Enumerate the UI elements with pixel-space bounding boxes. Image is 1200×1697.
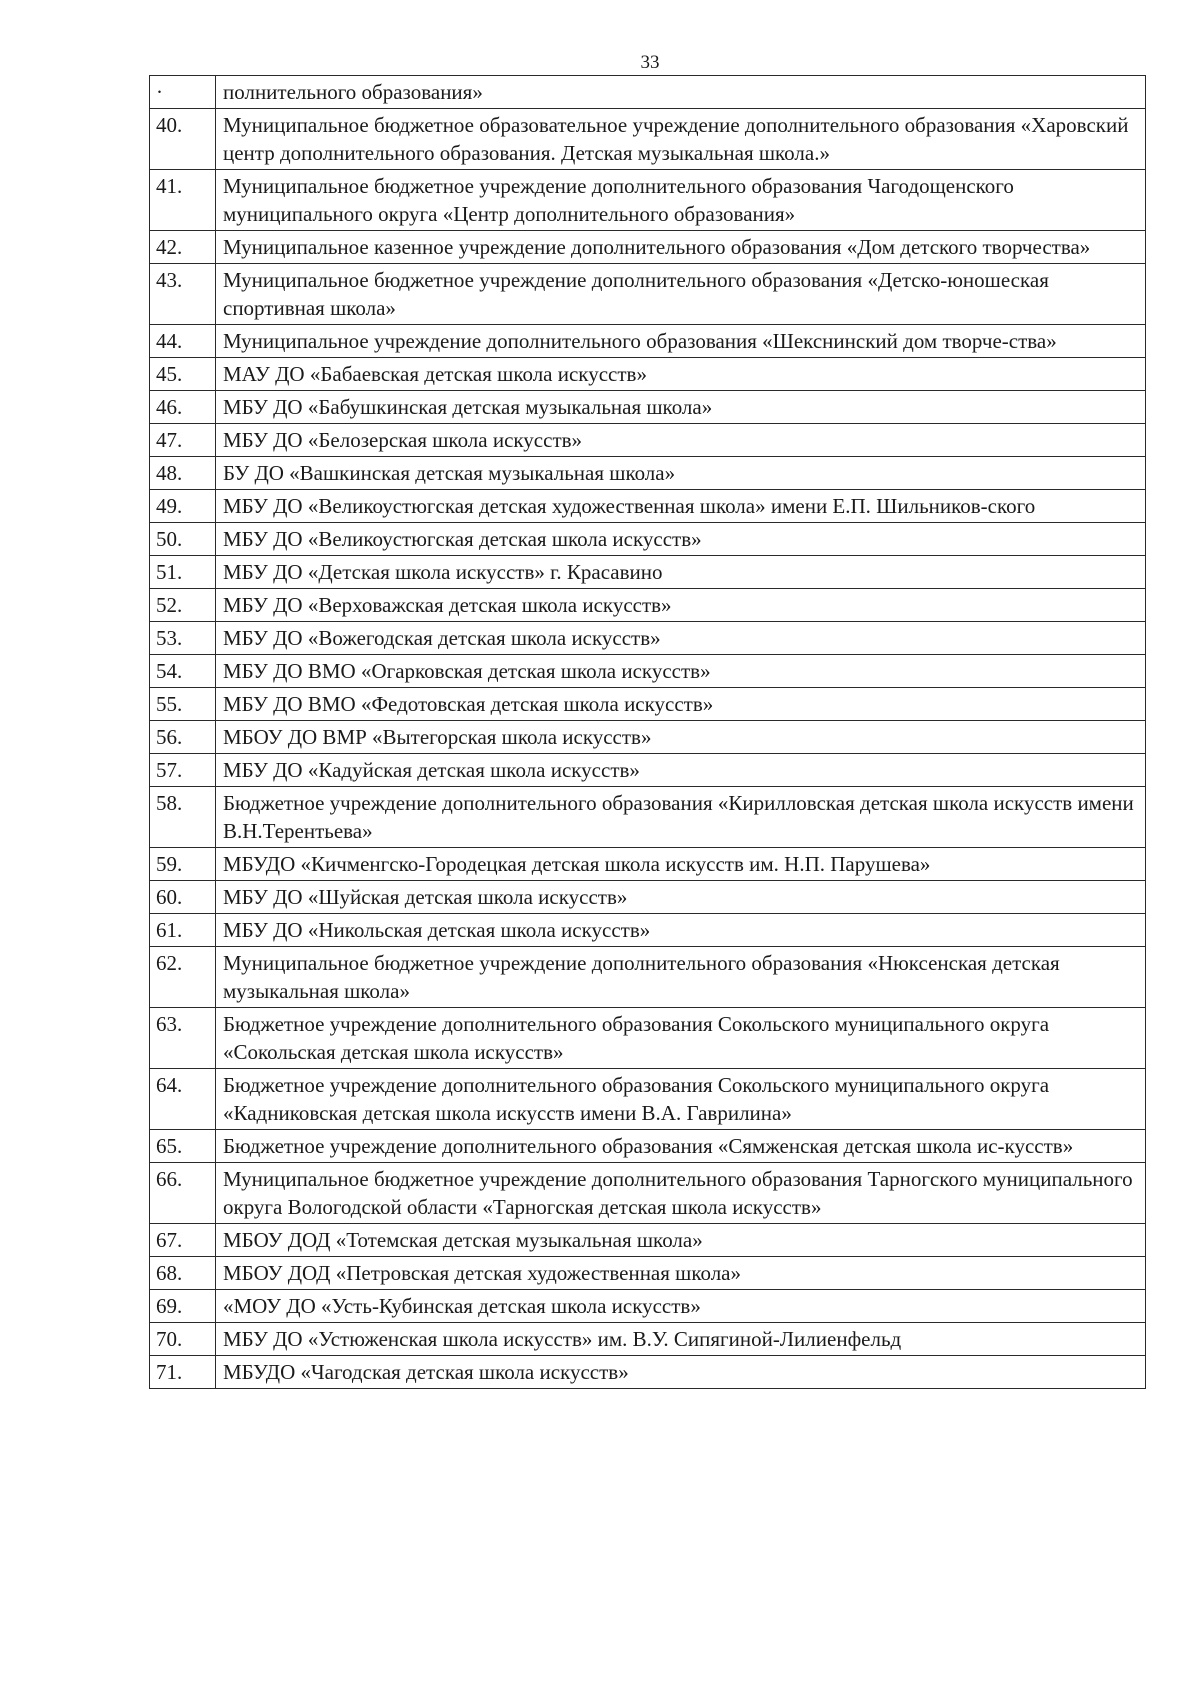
table-row xyxy=(150,622,1146,655)
table-row xyxy=(150,754,1146,787)
institution-name: МБУ ДО «Кадуйская детская школа искусств» xyxy=(216,754,1146,787)
institution-name: МБУДО «Кичменгско-Городецкая детская школа искусств им. Н.П. Парушева» xyxy=(216,848,1146,881)
table-row xyxy=(150,947,1146,1008)
institution-name: «МОУ ДО «Усть-Кубинская детская школа искусств» xyxy=(216,1290,1146,1323)
table-row xyxy=(150,1008,1146,1069)
row-number: 55. xyxy=(150,688,216,721)
institutions-table xyxy=(149,75,1146,1389)
table-row xyxy=(150,170,1146,231)
table-row xyxy=(150,914,1146,947)
institution-name: МБУ ДО «Великоустюгская детская школа искусств» xyxy=(216,523,1146,556)
row-number: 66. xyxy=(150,1163,216,1224)
row-number: · xyxy=(150,76,216,109)
institution-name: Муниципальное бюджетное образовательное учреждение дополнительного образования «Харовский центр дополнительного образования. Детская музыкальная школа.» xyxy=(216,109,1146,170)
institution-name: МБУ ДО ВМО «Огарковская детская школа искусств» xyxy=(216,655,1146,688)
table-row xyxy=(150,76,1146,109)
institution-name: Муниципальное бюджетное учреждение дополнительного образования Чагодощенского муниципального округа «Центр дополнительного образования» xyxy=(216,170,1146,231)
table-row xyxy=(150,1323,1146,1356)
row-number: 59. xyxy=(150,848,216,881)
row-number: 45. xyxy=(150,358,216,391)
row-number: 69. xyxy=(150,1290,216,1323)
row-number: 47. xyxy=(150,424,216,457)
table-row xyxy=(150,1163,1146,1224)
row-number: 56. xyxy=(150,721,216,754)
table-row xyxy=(150,523,1146,556)
row-number: 43. xyxy=(150,264,216,325)
institution-name: МБОУ ДО ВМР «Вытегорская школа искусств» xyxy=(216,721,1146,754)
institution-name: МБУДО «Чагодская детская школа искусств» xyxy=(216,1356,1146,1389)
institution-name: Муниципальное бюджетное учреждение дополнительного образования «Детско-юношеская спортивная школа» xyxy=(216,264,1146,325)
table-row xyxy=(150,655,1146,688)
table-row xyxy=(150,1356,1146,1389)
institution-name: МБУ ДО «Бабушкинская детская музыкальная школа» xyxy=(216,391,1146,424)
table-row xyxy=(150,109,1146,170)
institution-name: полнительного образования» xyxy=(216,76,1146,109)
table-row xyxy=(150,457,1146,490)
table-row xyxy=(150,848,1146,881)
institution-name: Бюджетное учреждение дополнительного образования «Сямженская детская школа ис-кусств» xyxy=(216,1130,1146,1163)
institution-name: БУ ДО «Вашкинская детская музыкальная школа» xyxy=(216,457,1146,490)
institution-name: МБУ ДО ВМО «Федотовская детская школа искусств» xyxy=(216,688,1146,721)
table-row xyxy=(150,1069,1146,1130)
table-row xyxy=(150,556,1146,589)
table-row xyxy=(150,688,1146,721)
institution-name: Муниципальное бюджетное учреждение дополнительного образования Тарногского муниципального округа Вологодской области «Тарногская детская школа искусств» xyxy=(216,1163,1146,1224)
institution-name: МАУ ДО «Бабаевская детская школа искусств» xyxy=(216,358,1146,391)
table-row xyxy=(150,787,1146,848)
table-row xyxy=(150,1257,1146,1290)
row-number: 71. xyxy=(150,1356,216,1389)
institution-name: МБУ ДО «Верховажская детская школа искусств» xyxy=(216,589,1146,622)
institution-name: Бюджетное учреждение дополнительного образования «Кирилловская детская школа искусств имени В.Н.Терентьева» xyxy=(216,787,1146,848)
institution-name: МБУ ДО «Устюженская школа искусств» им. В.У. Сипягиной-Лилиенфельд xyxy=(216,1323,1146,1356)
table-row xyxy=(150,325,1146,358)
row-number: 44. xyxy=(150,325,216,358)
institution-name: МБУ ДО «Великоустюгская детская художественная школа» имени Е.П. Шильников-ского xyxy=(216,490,1146,523)
table-row xyxy=(150,721,1146,754)
row-number: 50. xyxy=(150,523,216,556)
institution-name: МБУ ДО «Детская школа искусств» г. Красавино xyxy=(216,556,1146,589)
row-number: 64. xyxy=(150,1069,216,1130)
table-row xyxy=(150,1290,1146,1323)
table-row xyxy=(150,391,1146,424)
row-number: 51. xyxy=(150,556,216,589)
institution-name: МБУ ДО «Белозерская школа искусств» xyxy=(216,424,1146,457)
institution-name: МБУ ДО «Вожегодская детская школа искусств» xyxy=(216,622,1146,655)
row-number: 70. xyxy=(150,1323,216,1356)
table-row xyxy=(150,490,1146,523)
institution-name: МБОУ ДОД «Тотемская детская музыкальная школа» xyxy=(216,1224,1146,1257)
institution-name: МБУ ДО «Никольская детская школа искусств» xyxy=(216,914,1146,947)
institution-name: Муниципальное казенное учреждение дополнительного образования «Дом детского творчества» xyxy=(216,231,1146,264)
row-number: 62. xyxy=(150,947,216,1008)
table-row xyxy=(150,881,1146,914)
row-number: 41. xyxy=(150,170,216,231)
institution-name: МБУ ДО «Шуйская детская школа искусств» xyxy=(216,881,1146,914)
row-number: 53. xyxy=(150,622,216,655)
table-row xyxy=(150,358,1146,391)
row-number: 48. xyxy=(150,457,216,490)
institution-name: Муниципальное учреждение дополнительного образования «Шекснинский дом творче-ства» xyxy=(216,325,1146,358)
table-row xyxy=(150,1224,1146,1257)
row-number: 60. xyxy=(150,881,216,914)
table-row xyxy=(150,1130,1146,1163)
row-number: 40. xyxy=(150,109,216,170)
table-row xyxy=(150,424,1146,457)
row-number: 68. xyxy=(150,1257,216,1290)
row-number: 52. xyxy=(150,589,216,622)
institutions-table-body xyxy=(150,76,1146,1389)
row-number: 58. xyxy=(150,787,216,848)
institution-name: Бюджетное учреждение дополнительного образования Сокольского муниципального округа «Сокольская детская школа искусств» xyxy=(216,1008,1146,1069)
institution-name: Бюджетное учреждение дополнительного образования Сокольского муниципального округа «Кадниковская детская школа искусств имени В.А. Гаврилина» xyxy=(216,1069,1146,1130)
table-row xyxy=(150,231,1146,264)
row-number: 57. xyxy=(150,754,216,787)
institution-name: МБОУ ДОД «Петровская детская художественная школа» xyxy=(216,1257,1146,1290)
table-row xyxy=(150,264,1146,325)
row-number: 67. xyxy=(150,1224,216,1257)
row-number: 65. xyxy=(150,1130,216,1163)
table-row xyxy=(150,589,1146,622)
page-number: 33 xyxy=(640,52,660,73)
row-number: 42. xyxy=(150,231,216,264)
row-number: 46. xyxy=(150,391,216,424)
row-number: 49. xyxy=(150,490,216,523)
row-number: 63. xyxy=(150,1008,216,1069)
row-number: 54. xyxy=(150,655,216,688)
institution-name: Муниципальное бюджетное учреждение дополнительного образования «Нюксенская детская музыкальная школа» xyxy=(216,947,1146,1008)
row-number: 61. xyxy=(150,914,216,947)
